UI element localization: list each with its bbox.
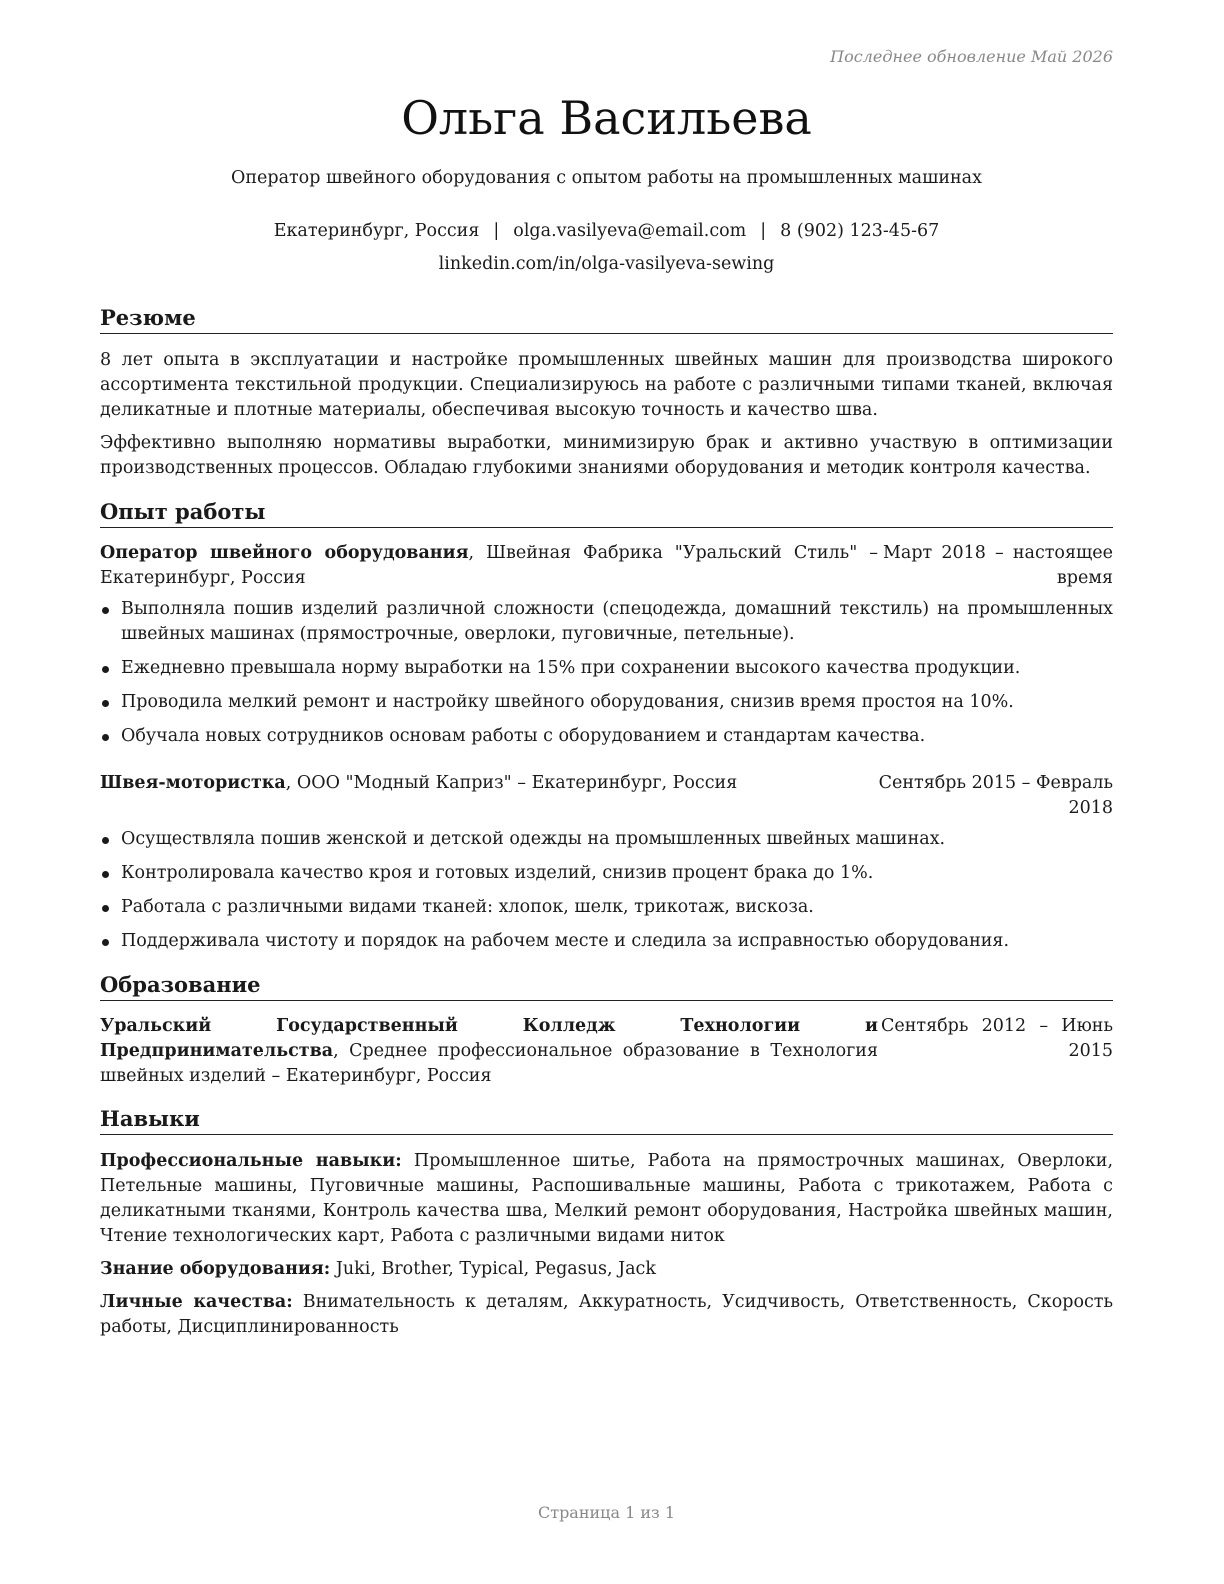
job-entry bbox=[100, 771, 1113, 963]
list-item: Работала с различными видами тканей: хлопок, шелк, трикотаж, вискоза. bbox=[100, 895, 1113, 920]
job-role: Оператор швейного оборудования bbox=[100, 543, 469, 563]
degree: , Среднее профессиональное образование в Технология швейных изделий – Екатеринбург, Россия bbox=[100, 1041, 878, 1086]
tagline: Оператор швейного оборудования с опытом работы на промышленных машинах bbox=[231, 168, 982, 188]
job-company: , ООО "Модный Каприз" – Екатеринбург, Россия bbox=[285, 773, 738, 793]
job-role: Швея-мотористка bbox=[100, 773, 286, 793]
section-title-experience: Опыт работы bbox=[100, 498, 1113, 528]
location: Екатеринбург, Россия bbox=[273, 221, 480, 241]
separator: | bbox=[760, 221, 767, 241]
list-item: Осуществляла пошив женской и детской одежды на промышленных швейных машинах. bbox=[100, 827, 1113, 852]
job-dates: Сентябрь 2015 – Февраль 2018 bbox=[878, 773, 1113, 818]
bullet-icon bbox=[102, 700, 109, 707]
skill-group bbox=[100, 1149, 1113, 1249]
list-item: Контролировала качество кроя и готовых изделий, снизив процент брака до 1%. bbox=[100, 861, 1113, 886]
bullet-icon bbox=[102, 905, 109, 912]
education-entry bbox=[100, 1014, 1113, 1089]
skills-section bbox=[100, 1149, 1113, 1348]
bullet-icon bbox=[102, 734, 109, 741]
email-link[interactable]: olga.vasilyeva@email.com bbox=[513, 221, 747, 241]
education-title-line bbox=[100, 1014, 878, 1089]
education-dates: Сентябрь 2012 – Июнь 2015 bbox=[881, 1016, 1113, 1061]
skill-value: Промышленное шитье, Работа на прямострочных машинах, Оверлоки, Петельные машины, Пуговичные машины, Распошивальные машины, Работа с трикотажем, Работа с деликатными тканями, Контроль качества шва, Мелкий ремонт оборудования, Настройка швейных машин, Чтение технологических карт, Работа с различными видами ниток bbox=[100, 1151, 1114, 1246]
section-title-summary: Резюме bbox=[100, 304, 1113, 334]
list-item: Проводила мелкий ремонт и настройку швейного оборудования, снизив время простоя на 10%. bbox=[100, 690, 1113, 715]
summary-paragraph: 8 лет опыта в эксплуатации и настройке промышленных швейных машин для производства широкого ассортимента текстильной продукции. Специализируюсь на работе с различными типами тканей, включая деликатные и плотные материалы, обеспечивая высокую точность и качество шва. bbox=[100, 350, 1113, 420]
bullet-icon bbox=[102, 607, 109, 614]
skill-label: Личные качества: bbox=[100, 1292, 293, 1312]
skill-value: Внимательность к деталям, Аккуратность, Усидчивость, Ответственность, Скорость работы, Дисциплинированность bbox=[100, 1292, 1113, 1337]
resume-page bbox=[100, 0, 1113, 1584]
skill-group bbox=[100, 1290, 1113, 1340]
section-title-education: Образование bbox=[100, 971, 1113, 1001]
bullet-icon bbox=[102, 666, 109, 673]
skill-value: Juki, Brother, Typical, Pegasus, Jack bbox=[330, 1259, 656, 1279]
job-header bbox=[100, 771, 1113, 821]
last-updated: Последнее обновление Май 2026 bbox=[830, 47, 1113, 66]
school-name: Уральский Государственный Колледж Технологии и Предпринимательства bbox=[100, 1016, 878, 1061]
list-item: Поддерживала чистоту и порядок на рабочем месте и следила за исправностью оборудования. bbox=[100, 929, 1113, 954]
job-entry bbox=[100, 541, 1113, 758]
skill-label: Знание оборудования: bbox=[100, 1259, 331, 1279]
skill-label: Профессиональные навыки: bbox=[100, 1151, 402, 1171]
section-title-skills: Навыки bbox=[100, 1105, 1113, 1135]
candidate-name: Ольга Васильева bbox=[401, 91, 812, 145]
job-bullets bbox=[100, 827, 1113, 954]
linkedin-link[interactable]: linkedin.com/in/olga-vasilyeva-sewing bbox=[438, 254, 775, 274]
list-item: Выполняла пошив изделий различной сложности (спецодежда, домашний текстиль) на промышленных швейных машинах (прямострочные, оверлоки, пуговичные, петельные). bbox=[100, 597, 1113, 647]
skill-group bbox=[100, 1257, 1113, 1282]
separator: | bbox=[493, 221, 500, 241]
contact-line bbox=[100, 219, 1113, 244]
job-header bbox=[100, 541, 1113, 591]
phone: 8 (902) 123-45-67 bbox=[780, 221, 940, 241]
page-number: Страница 1 из 1 bbox=[537, 1503, 676, 1522]
bullet-icon bbox=[102, 837, 109, 844]
summary-section bbox=[100, 348, 1113, 481]
summary-paragraph: Эффективно выполняю нормативы выработки, минимизирую брак и активно участвую в оптимизации производственных процессов. Обладаю глубокими знаниями оборудования и методик контроля качества. bbox=[100, 433, 1113, 478]
bullet-icon bbox=[102, 939, 109, 946]
job-title-line bbox=[100, 771, 860, 821]
list-item: Ежедневно превышала норму выработки на 15% при сохранении высокого качества продукции. bbox=[100, 656, 1113, 681]
job-bullets bbox=[100, 597, 1113, 749]
job-title-line bbox=[100, 541, 878, 591]
list-item: Обучала новых сотрудников основам работы с оборудованием и стандартам качества. bbox=[100, 724, 1113, 749]
bullet-icon bbox=[102, 871, 109, 878]
job-dates: Март 2018 – настоящее время bbox=[883, 543, 1113, 588]
job-company: , Швейная Фабрика "Уральский Стиль" – Екатеринбург, Россия bbox=[100, 543, 878, 588]
education-header bbox=[100, 1014, 1113, 1089]
